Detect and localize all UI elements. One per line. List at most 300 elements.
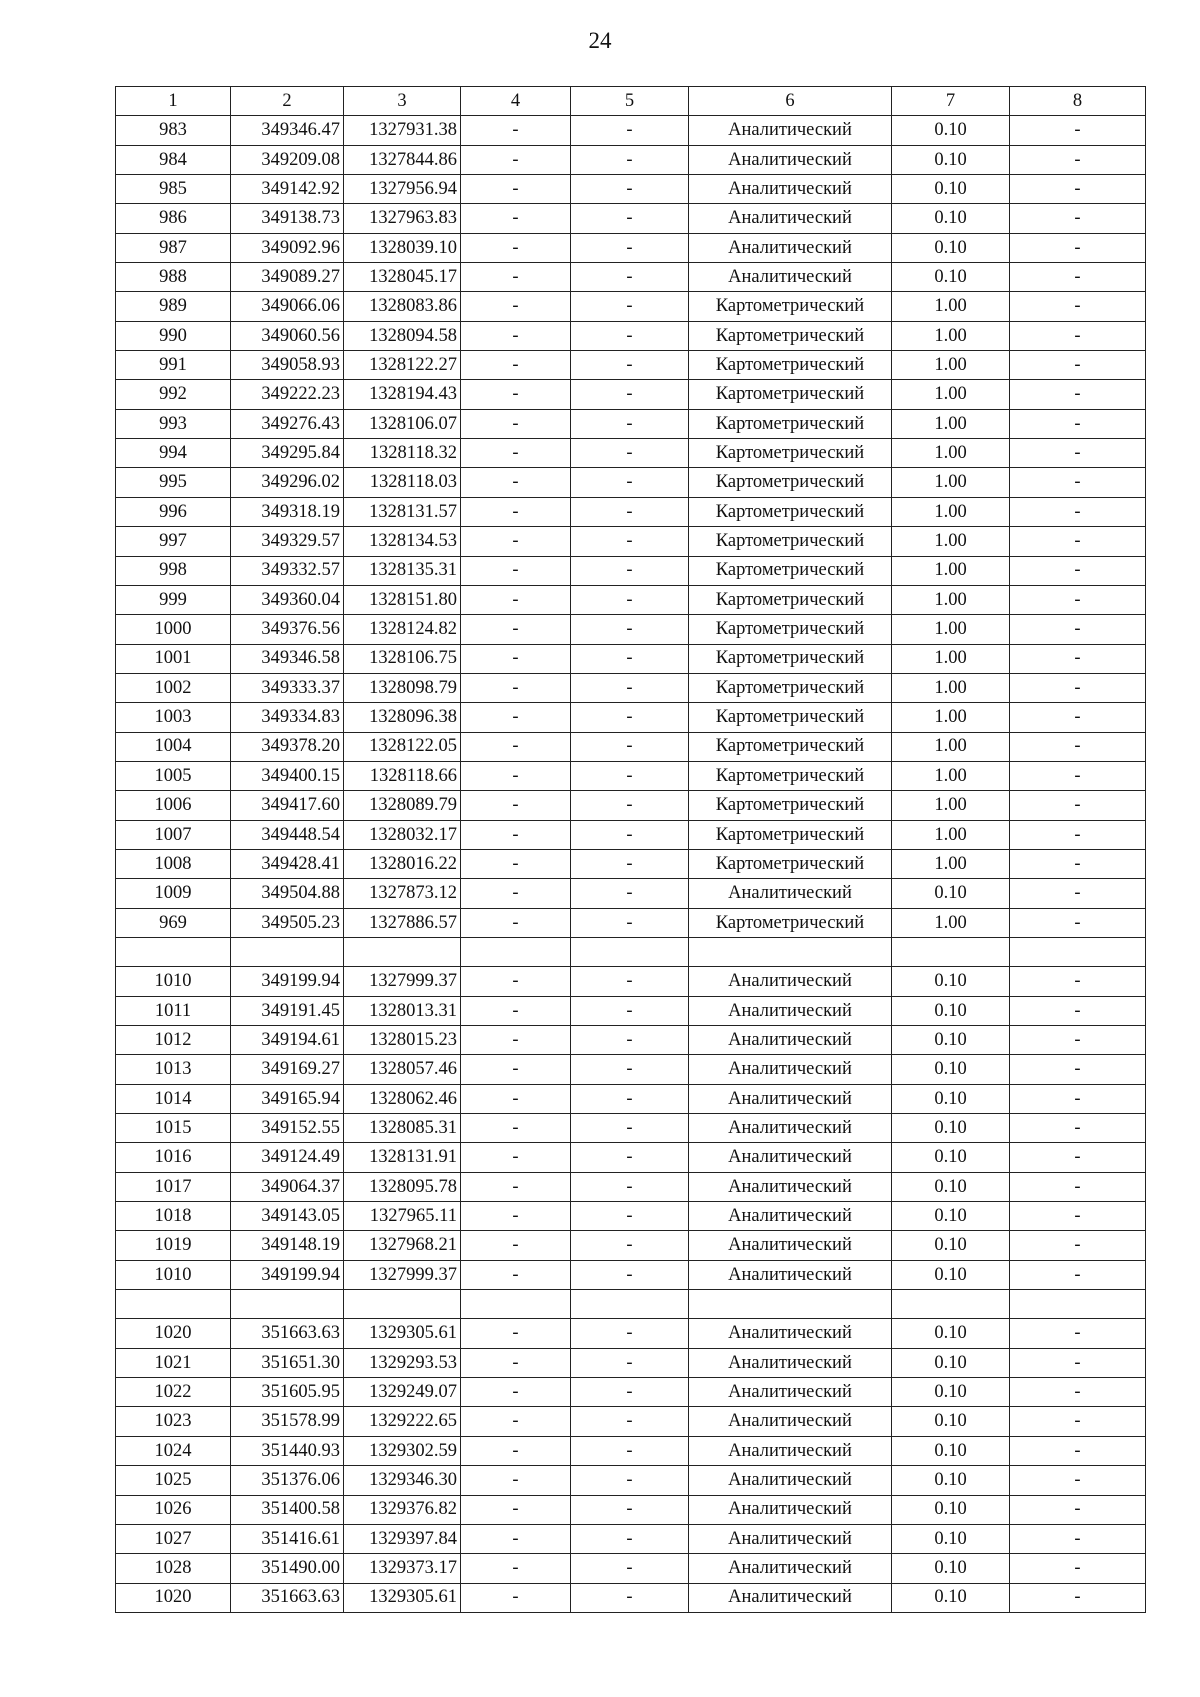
col-5-cell: - bbox=[571, 761, 689, 790]
col-4-cell: - bbox=[461, 585, 571, 614]
accuracy-cell: 0.10 bbox=[892, 1172, 1010, 1201]
accuracy-cell: 1.00 bbox=[892, 673, 1010, 702]
point-number-cell: 1020 bbox=[116, 1583, 231, 1612]
col-8-cell: - bbox=[1010, 1348, 1146, 1377]
table-row bbox=[116, 556, 1146, 585]
point-number-cell: 991 bbox=[116, 351, 231, 380]
coord-x-cell: 349199.94 bbox=[231, 1260, 344, 1289]
table-row bbox=[116, 351, 1146, 380]
col-4-cell: - bbox=[461, 791, 571, 820]
col-4-cell: - bbox=[461, 761, 571, 790]
coord-y-cell: 1329222.65 bbox=[344, 1407, 461, 1436]
col-8-cell bbox=[1010, 1290, 1146, 1319]
col-8-cell: - bbox=[1010, 967, 1146, 996]
col-8-cell: - bbox=[1010, 439, 1146, 468]
point-number-cell: 1004 bbox=[116, 732, 231, 761]
col-4-cell: - bbox=[461, 732, 571, 761]
accuracy-cell: 1.00 bbox=[892, 732, 1010, 761]
table-row bbox=[116, 439, 1146, 468]
coord-y-cell bbox=[344, 1290, 461, 1319]
coord-y-cell: 1328124.82 bbox=[344, 615, 461, 644]
coord-x-cell: 349376.56 bbox=[231, 615, 344, 644]
method-cell: Аналитический bbox=[689, 1554, 892, 1583]
col-8-cell: - bbox=[1010, 1055, 1146, 1084]
col-5-cell bbox=[571, 937, 689, 966]
method-cell bbox=[689, 937, 892, 966]
method-cell: Аналитический bbox=[689, 1143, 892, 1172]
coord-y-cell: 1328106.07 bbox=[344, 409, 461, 438]
col-5-cell: - bbox=[571, 732, 689, 761]
method-cell: Аналитический bbox=[689, 175, 892, 204]
col-5-cell: - bbox=[571, 233, 689, 262]
point-number-cell: 1007 bbox=[116, 820, 231, 849]
table-row bbox=[116, 879, 1146, 908]
point-number-cell: 969 bbox=[116, 908, 231, 937]
col-4-cell: - bbox=[461, 439, 571, 468]
accuracy-cell: 1.00 bbox=[892, 439, 1010, 468]
method-cell: Картометрический bbox=[689, 497, 892, 526]
col-4-cell: - bbox=[461, 1319, 571, 1348]
point-number-cell: 990 bbox=[116, 321, 231, 350]
col-5-cell: - bbox=[571, 1583, 689, 1612]
accuracy-cell: 1.00 bbox=[892, 409, 1010, 438]
table-row bbox=[116, 1378, 1146, 1407]
col-5-cell: - bbox=[571, 1466, 689, 1495]
coord-x-cell: 349064.37 bbox=[231, 1172, 344, 1201]
coord-y-cell: 1329302.59 bbox=[344, 1436, 461, 1465]
method-cell: Картометрический bbox=[689, 761, 892, 790]
col-4-cell: - bbox=[461, 116, 571, 145]
page-number: 24 bbox=[588, 28, 612, 53]
col-5-cell: - bbox=[571, 439, 689, 468]
col-8-cell: - bbox=[1010, 468, 1146, 497]
col-8-cell: - bbox=[1010, 1114, 1146, 1143]
coord-x-cell: 349169.27 bbox=[231, 1055, 344, 1084]
method-cell: Аналитический bbox=[689, 967, 892, 996]
table-row bbox=[116, 1172, 1146, 1201]
col-8-cell: - bbox=[1010, 1583, 1146, 1612]
table-row bbox=[116, 791, 1146, 820]
col-8-cell: - bbox=[1010, 585, 1146, 614]
coord-y-cell: 1327886.57 bbox=[344, 908, 461, 937]
col-8-cell: - bbox=[1010, 497, 1146, 526]
column-header-1: 1 bbox=[116, 87, 231, 116]
col-4-cell: - bbox=[461, 1055, 571, 1084]
col-8-cell: - bbox=[1010, 1143, 1146, 1172]
table-row bbox=[116, 527, 1146, 556]
method-cell: Картометрический bbox=[689, 615, 892, 644]
accuracy-cell: 0.10 bbox=[892, 263, 1010, 292]
coord-y-cell: 1328118.03 bbox=[344, 468, 461, 497]
table-row bbox=[116, 1084, 1146, 1113]
method-cell: Аналитический bbox=[689, 1055, 892, 1084]
col-4-cell: - bbox=[461, 849, 571, 878]
method-cell: Аналитический bbox=[689, 1026, 892, 1055]
col-5-cell: - bbox=[571, 1348, 689, 1377]
method-cell: Аналитический bbox=[689, 1524, 892, 1553]
method-cell: Картометрический bbox=[689, 673, 892, 702]
coord-y-cell: 1328118.32 bbox=[344, 439, 461, 468]
coord-x-cell: 349504.88 bbox=[231, 879, 344, 908]
col-4-cell: - bbox=[461, 1348, 571, 1377]
coord-x-cell bbox=[231, 937, 344, 966]
col-4-cell: - bbox=[461, 497, 571, 526]
coord-x-cell: 351440.93 bbox=[231, 1436, 344, 1465]
accuracy-cell: 0.10 bbox=[892, 116, 1010, 145]
coord-x-cell bbox=[231, 1290, 344, 1319]
col-8-cell: - bbox=[1010, 1554, 1146, 1583]
point-number-cell: 994 bbox=[116, 439, 231, 468]
col-8-cell: - bbox=[1010, 351, 1146, 380]
col-5-cell: - bbox=[571, 585, 689, 614]
accuracy-cell: 0.10 bbox=[892, 1319, 1010, 1348]
coord-y-cell: 1328122.05 bbox=[344, 732, 461, 761]
point-number-cell: 1008 bbox=[116, 849, 231, 878]
coord-y-cell: 1328134.53 bbox=[344, 527, 461, 556]
coord-x-cell: 349332.57 bbox=[231, 556, 344, 585]
accuracy-cell: 0.10 bbox=[892, 879, 1010, 908]
col-4-cell: - bbox=[461, 263, 571, 292]
accuracy-cell: 1.00 bbox=[892, 585, 1010, 614]
method-cell: Аналитический bbox=[689, 1202, 892, 1231]
point-number-cell: 1014 bbox=[116, 1084, 231, 1113]
point-number-cell: 1027 bbox=[116, 1524, 231, 1553]
point-number-cell: 1026 bbox=[116, 1495, 231, 1524]
col-5-cell: - bbox=[571, 145, 689, 174]
table-row bbox=[116, 1055, 1146, 1084]
point-number-cell: 1025 bbox=[116, 1466, 231, 1495]
coord-y-cell: 1328095.78 bbox=[344, 1172, 461, 1201]
col-4-cell: - bbox=[461, 380, 571, 409]
coord-x-cell: 349142.92 bbox=[231, 175, 344, 204]
accuracy-cell: 1.00 bbox=[892, 791, 1010, 820]
table-row bbox=[116, 644, 1146, 673]
coord-y-cell: 1327965.11 bbox=[344, 1202, 461, 1231]
accuracy-cell: 0.10 bbox=[892, 1495, 1010, 1524]
accuracy-cell: 0.10 bbox=[892, 1231, 1010, 1260]
coord-x-cell: 349199.94 bbox=[231, 967, 344, 996]
point-number-cell: 1005 bbox=[116, 761, 231, 790]
coord-x-cell: 349296.02 bbox=[231, 468, 344, 497]
table-row bbox=[116, 409, 1146, 438]
accuracy-cell: 0.10 bbox=[892, 1378, 1010, 1407]
point-number-cell: 984 bbox=[116, 145, 231, 174]
method-cell: Аналитический bbox=[689, 1260, 892, 1289]
accuracy-cell: 0.10 bbox=[892, 967, 1010, 996]
table-row bbox=[116, 1524, 1146, 1553]
point-number-cell: 1006 bbox=[116, 791, 231, 820]
col-5-cell: - bbox=[571, 1143, 689, 1172]
coord-x-cell: 349378.20 bbox=[231, 732, 344, 761]
col-8-cell: - bbox=[1010, 116, 1146, 145]
method-cell: Картометрический bbox=[689, 409, 892, 438]
col-4-cell bbox=[461, 1290, 571, 1319]
col-8-cell bbox=[1010, 937, 1146, 966]
coord-x-cell: 349209.08 bbox=[231, 145, 344, 174]
col-8-cell: - bbox=[1010, 1407, 1146, 1436]
accuracy-cell: 0.10 bbox=[892, 233, 1010, 262]
accuracy-cell bbox=[892, 937, 1010, 966]
col-5-cell: - bbox=[571, 321, 689, 350]
table-row bbox=[116, 1407, 1146, 1436]
col-8-cell: - bbox=[1010, 791, 1146, 820]
coord-x-cell: 349333.37 bbox=[231, 673, 344, 702]
col-4-cell: - bbox=[461, 1436, 571, 1465]
accuracy-cell: 0.10 bbox=[892, 1260, 1010, 1289]
col-8-cell: - bbox=[1010, 849, 1146, 878]
method-cell: Картометрический bbox=[689, 380, 892, 409]
accuracy-cell: 0.10 bbox=[892, 1524, 1010, 1553]
col-5-cell: - bbox=[571, 1495, 689, 1524]
table-row bbox=[116, 849, 1146, 878]
coord-y-cell: 1329397.84 bbox=[344, 1524, 461, 1553]
accuracy-cell: 1.00 bbox=[892, 644, 1010, 673]
col-5-cell: - bbox=[571, 116, 689, 145]
col-8-cell: - bbox=[1010, 1524, 1146, 1553]
accuracy-cell: 0.10 bbox=[892, 1202, 1010, 1231]
coord-y-cell: 1329305.61 bbox=[344, 1319, 461, 1348]
col-8-cell: - bbox=[1010, 761, 1146, 790]
accuracy-cell bbox=[892, 1290, 1010, 1319]
col-4-cell: - bbox=[461, 1202, 571, 1231]
accuracy-cell: 0.10 bbox=[892, 1348, 1010, 1377]
col-8-cell: - bbox=[1010, 1231, 1146, 1260]
coord-x-cell: 349346.47 bbox=[231, 116, 344, 145]
accuracy-cell: 1.00 bbox=[892, 908, 1010, 937]
table-spacer-row bbox=[116, 1290, 1146, 1319]
col-4-cell: - bbox=[461, 1378, 571, 1407]
col-8-cell: - bbox=[1010, 1436, 1146, 1465]
point-number-cell: 998 bbox=[116, 556, 231, 585]
coord-x-cell: 349165.94 bbox=[231, 1084, 344, 1113]
method-cell: Картометрический bbox=[689, 644, 892, 673]
point-number-cell: 1009 bbox=[116, 879, 231, 908]
coord-x-cell: 349066.06 bbox=[231, 292, 344, 321]
coord-y-cell: 1329293.53 bbox=[344, 1348, 461, 1377]
accuracy-cell: 0.10 bbox=[892, 1436, 1010, 1465]
col-5-cell: - bbox=[571, 849, 689, 878]
point-number-cell: 1015 bbox=[116, 1114, 231, 1143]
col-8-cell: - bbox=[1010, 1466, 1146, 1495]
table-row bbox=[116, 1466, 1146, 1495]
col-8-cell: - bbox=[1010, 380, 1146, 409]
table-row bbox=[116, 1348, 1146, 1377]
col-4-cell: - bbox=[461, 1084, 571, 1113]
coord-y-cell: 1329373.17 bbox=[344, 1554, 461, 1583]
accuracy-cell: 0.10 bbox=[892, 204, 1010, 233]
coord-y-cell: 1328151.80 bbox=[344, 585, 461, 614]
table-row bbox=[116, 1495, 1146, 1524]
coord-x-cell: 349505.23 bbox=[231, 908, 344, 937]
method-cell: Картометрический bbox=[689, 820, 892, 849]
coord-x-cell: 349417.60 bbox=[231, 791, 344, 820]
col-5-cell: - bbox=[571, 1260, 689, 1289]
col-4-cell: - bbox=[461, 820, 571, 849]
column-header-7: 7 bbox=[892, 87, 1010, 116]
col-4-cell: - bbox=[461, 1466, 571, 1495]
point-number-cell: 1013 bbox=[116, 1055, 231, 1084]
coord-y-cell: 1328013.31 bbox=[344, 996, 461, 1025]
coord-y-cell: 1328039.10 bbox=[344, 233, 461, 262]
method-cell: Картометрический bbox=[689, 468, 892, 497]
point-number-cell: 1019 bbox=[116, 1231, 231, 1260]
coord-x-cell: 349148.19 bbox=[231, 1231, 344, 1260]
col-4-cell: - bbox=[461, 908, 571, 937]
coord-x-cell: 351605.95 bbox=[231, 1378, 344, 1407]
col-8-cell: - bbox=[1010, 527, 1146, 556]
col-5-cell: - bbox=[571, 996, 689, 1025]
column-header-4: 4 bbox=[461, 87, 571, 116]
point-number-cell: 999 bbox=[116, 585, 231, 614]
coord-x-cell: 351663.63 bbox=[231, 1583, 344, 1612]
table-spacer-row bbox=[116, 937, 1146, 966]
col-5-cell: - bbox=[571, 1436, 689, 1465]
accuracy-cell: 0.10 bbox=[892, 1583, 1010, 1612]
col-5-cell: - bbox=[571, 175, 689, 204]
col-5-cell: - bbox=[571, 409, 689, 438]
coord-y-cell: 1328106.75 bbox=[344, 644, 461, 673]
accuracy-cell: 0.10 bbox=[892, 1407, 1010, 1436]
accuracy-cell: 1.00 bbox=[892, 527, 1010, 556]
col-4-cell: - bbox=[461, 321, 571, 350]
coord-x-cell: 349124.49 bbox=[231, 1143, 344, 1172]
col-4-cell: - bbox=[461, 527, 571, 556]
table-row bbox=[116, 703, 1146, 732]
coord-x-cell: 351376.06 bbox=[231, 1466, 344, 1495]
col-4-cell: - bbox=[461, 996, 571, 1025]
coord-x-cell: 349360.04 bbox=[231, 585, 344, 614]
method-cell: Картометрический bbox=[689, 908, 892, 937]
col-5-cell: - bbox=[571, 556, 689, 585]
col-4-cell: - bbox=[461, 1407, 571, 1436]
col-4-cell: - bbox=[461, 673, 571, 702]
point-number-cell: 987 bbox=[116, 233, 231, 262]
accuracy-cell: 0.10 bbox=[892, 145, 1010, 174]
col-5-cell: - bbox=[571, 497, 689, 526]
method-cell: Картометрический bbox=[689, 585, 892, 614]
point-number-cell: 1017 bbox=[116, 1172, 231, 1201]
coord-x-cell: 349194.61 bbox=[231, 1026, 344, 1055]
method-cell bbox=[689, 1290, 892, 1319]
point-number-cell: 1021 bbox=[116, 1348, 231, 1377]
point-number-cell: 1016 bbox=[116, 1143, 231, 1172]
method-cell: Аналитический bbox=[689, 879, 892, 908]
coord-x-cell: 349318.19 bbox=[231, 497, 344, 526]
table-row bbox=[116, 996, 1146, 1025]
coord-y-cell: 1328135.31 bbox=[344, 556, 461, 585]
coord-x-cell: 349143.05 bbox=[231, 1202, 344, 1231]
accuracy-cell: 0.10 bbox=[892, 1055, 1010, 1084]
accuracy-cell: 1.00 bbox=[892, 615, 1010, 644]
method-cell: Картометрический bbox=[689, 321, 892, 350]
method-cell: Аналитический bbox=[689, 1495, 892, 1524]
accuracy-cell: 1.00 bbox=[892, 321, 1010, 350]
table-row bbox=[116, 116, 1146, 145]
col-8-cell: - bbox=[1010, 732, 1146, 761]
accuracy-cell: 1.00 bbox=[892, 292, 1010, 321]
point-number-cell: 1012 bbox=[116, 1026, 231, 1055]
col-8-cell: - bbox=[1010, 175, 1146, 204]
col-5-cell: - bbox=[571, 820, 689, 849]
col-4-cell: - bbox=[461, 292, 571, 321]
method-cell: Картометрический bbox=[689, 351, 892, 380]
col-5-cell: - bbox=[571, 1114, 689, 1143]
col-8-cell: - bbox=[1010, 996, 1146, 1025]
coord-x-cell: 349295.84 bbox=[231, 439, 344, 468]
method-cell: Аналитический bbox=[689, 1319, 892, 1348]
accuracy-cell: 1.00 bbox=[892, 820, 1010, 849]
coord-y-cell: 1327844.86 bbox=[344, 145, 461, 174]
accuracy-cell: 1.00 bbox=[892, 380, 1010, 409]
column-header-5: 5 bbox=[571, 87, 689, 116]
accuracy-cell: 0.10 bbox=[892, 1084, 1010, 1113]
table-row bbox=[116, 204, 1146, 233]
coord-y-cell: 1328118.66 bbox=[344, 761, 461, 790]
col-4-cell: - bbox=[461, 556, 571, 585]
point-number-cell: 993 bbox=[116, 409, 231, 438]
coord-x-cell: 351416.61 bbox=[231, 1524, 344, 1553]
col-5-cell: - bbox=[571, 879, 689, 908]
col-8-cell: - bbox=[1010, 1084, 1146, 1113]
col-5-cell: - bbox=[571, 380, 689, 409]
col-4-cell: - bbox=[461, 204, 571, 233]
table-header-row bbox=[116, 87, 1146, 116]
col-5-cell: - bbox=[571, 967, 689, 996]
method-cell: Аналитический bbox=[689, 1172, 892, 1201]
col-5-cell: - bbox=[571, 1554, 689, 1583]
col-8-cell: - bbox=[1010, 1495, 1146, 1524]
coord-x-cell: 349334.83 bbox=[231, 703, 344, 732]
method-cell: Картометрический bbox=[689, 732, 892, 761]
col-4-cell: - bbox=[461, 615, 571, 644]
method-cell: Аналитический bbox=[689, 263, 892, 292]
table-row bbox=[116, 967, 1146, 996]
col-4-cell: - bbox=[461, 145, 571, 174]
method-cell: Картометрический bbox=[689, 791, 892, 820]
col-4-cell: - bbox=[461, 1172, 571, 1201]
accuracy-cell: 1.00 bbox=[892, 497, 1010, 526]
table-row bbox=[116, 1143, 1146, 1172]
col-4-cell: - bbox=[461, 1495, 571, 1524]
col-4-cell: - bbox=[461, 1524, 571, 1553]
table-row bbox=[116, 233, 1146, 262]
col-5-cell: - bbox=[571, 644, 689, 673]
table-row bbox=[116, 380, 1146, 409]
coord-y-cell bbox=[344, 937, 461, 966]
col-8-cell: - bbox=[1010, 879, 1146, 908]
col-4-cell: - bbox=[461, 409, 571, 438]
col-8-cell: - bbox=[1010, 1172, 1146, 1201]
accuracy-cell: 1.00 bbox=[892, 761, 1010, 790]
coord-x-cell: 349400.15 bbox=[231, 761, 344, 790]
coord-y-cell: 1327931.38 bbox=[344, 116, 461, 145]
column-header-2: 2 bbox=[231, 87, 344, 116]
coord-x-cell: 349092.96 bbox=[231, 233, 344, 262]
table-row bbox=[116, 908, 1146, 937]
col-5-cell: - bbox=[571, 1407, 689, 1436]
col-8-cell: - bbox=[1010, 292, 1146, 321]
method-cell: Аналитический bbox=[689, 233, 892, 262]
coord-y-cell: 1328094.58 bbox=[344, 321, 461, 350]
coord-y-cell: 1328062.46 bbox=[344, 1084, 461, 1113]
table-row bbox=[116, 263, 1146, 292]
accuracy-cell: 1.00 bbox=[892, 468, 1010, 497]
accuracy-cell: 0.10 bbox=[892, 1466, 1010, 1495]
col-5-cell: - bbox=[571, 351, 689, 380]
accuracy-cell: 1.00 bbox=[892, 351, 1010, 380]
coord-y-cell: 1329346.30 bbox=[344, 1466, 461, 1495]
col-5-cell: - bbox=[571, 263, 689, 292]
